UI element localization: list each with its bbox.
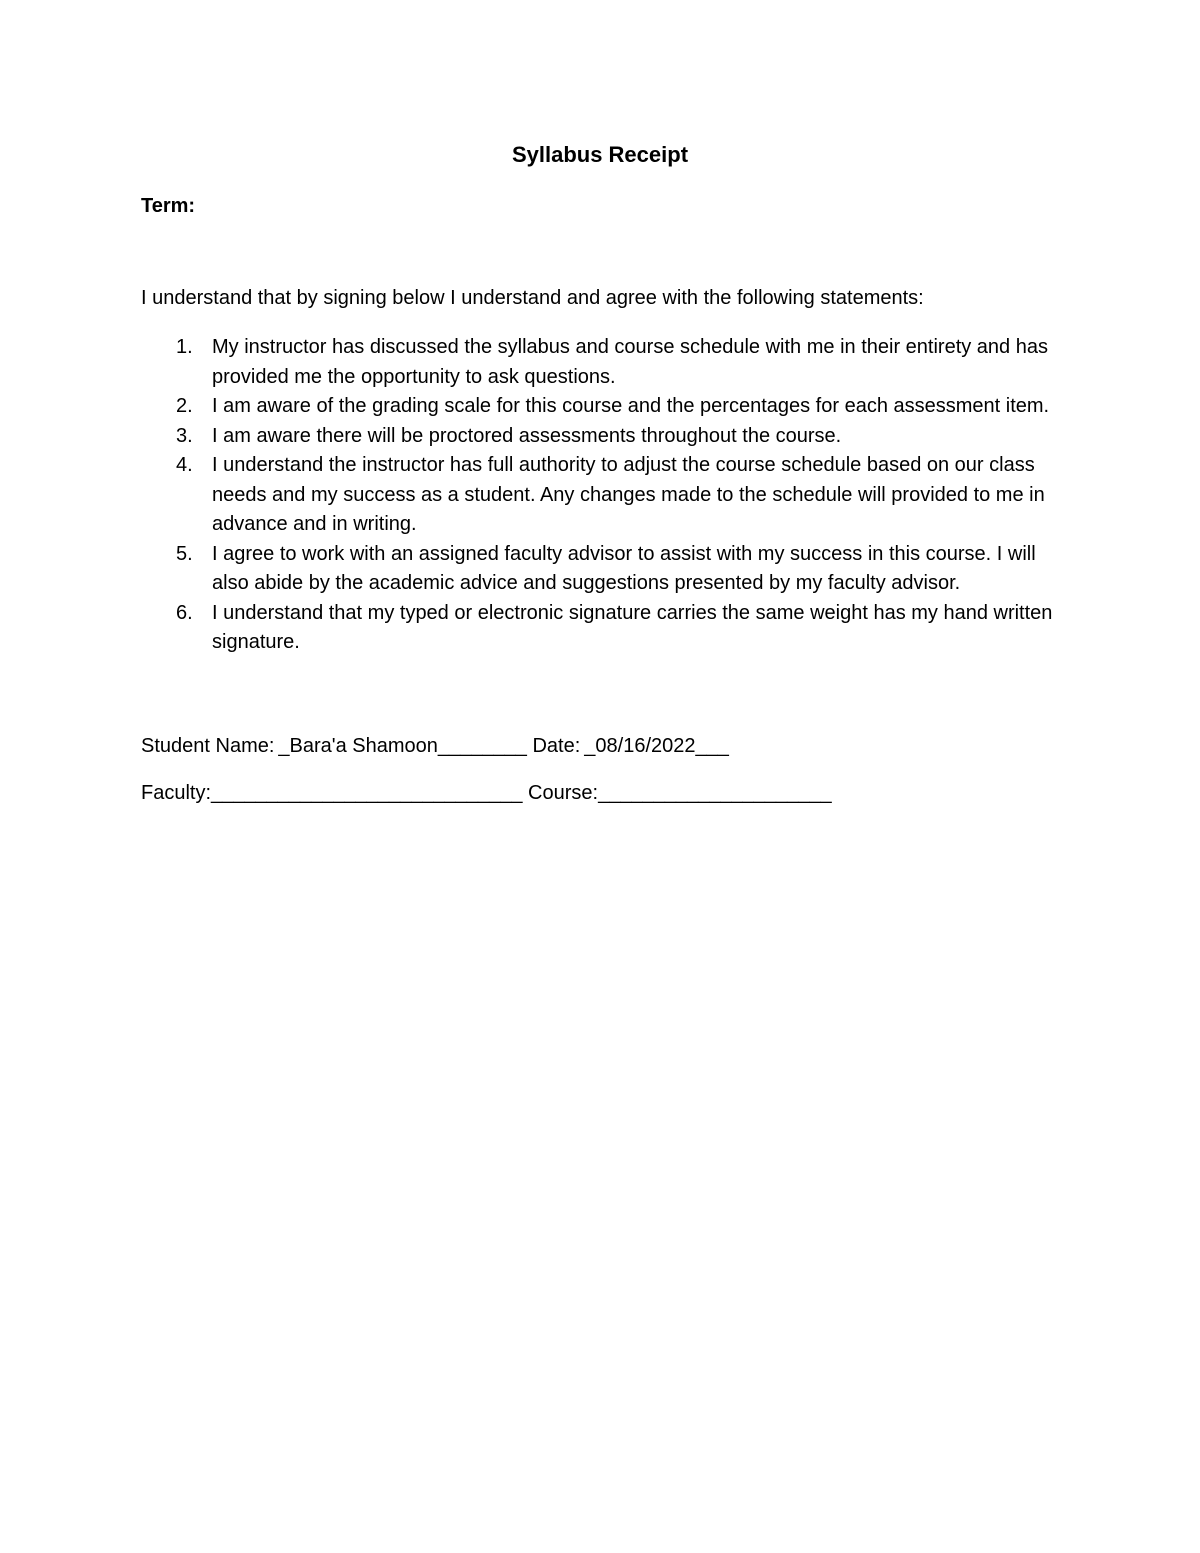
intro-statement: I understand that by signing below I understand and agree with the following statements: bbox=[141, 287, 924, 309]
statement-item-3 bbox=[141, 422, 1071, 452]
statement-item-2 bbox=[141, 392, 1071, 422]
date-value: _08/16/2022___ bbox=[584, 735, 729, 757]
faculty-signature-row bbox=[141, 779, 832, 807]
statement-text: My instructor has discussed the syllabus and course schedule with me in their entirety and has provided me the opportunity to ask questions. bbox=[212, 336, 1048, 388]
statement-number: 5. bbox=[176, 542, 193, 565]
statement-text: I understand the instructor has full authority to adjust the course schedule based on our class needs and my success as a student. Any changes made to the schedule will provided to me in advance and in writing. bbox=[212, 454, 1045, 535]
statement-item-5 bbox=[141, 540, 1071, 599]
statement-number: 2. bbox=[176, 395, 193, 417]
statement-text: I am aware of the grading scale for this course and the percentages for each assessment item. bbox=[212, 395, 1050, 417]
statement-number: 3. bbox=[176, 424, 193, 447]
faculty-label: Faculty: bbox=[141, 782, 212, 804]
student-signature-row bbox=[141, 732, 729, 760]
statements-list bbox=[141, 333, 1071, 658]
student-name-label: Student Name: bbox=[141, 735, 275, 757]
statement-item-4 bbox=[141, 451, 1071, 540]
student-name-value: _Bara'a Shamoon________ bbox=[278, 735, 527, 757]
statement-item-1 bbox=[141, 333, 1071, 392]
date-label: Date: bbox=[532, 735, 581, 757]
term-label: Term: bbox=[141, 195, 196, 217]
statement-text: I am aware there will be proctored assessments throughout the course. bbox=[212, 424, 842, 447]
course-label: Course: bbox=[528, 782, 599, 804]
statement-number: 4. bbox=[176, 454, 193, 476]
statement-text: I understand that my typed or electronic signature carries the same weight has my hand written signature. bbox=[212, 601, 1053, 653]
statement-number: 6. bbox=[176, 601, 193, 624]
faculty-value: ____________________________ bbox=[211, 782, 523, 804]
statement-number: 1. bbox=[176, 336, 193, 358]
statement-item-6 bbox=[141, 599, 1071, 658]
page-title: Syllabus Receipt bbox=[511, 142, 689, 167]
statement-text: I agree to work with an assigned faculty advisor to assist with my success in this course. I will also abide by the academic advice and suggestions presented by my faculty advisor. bbox=[212, 542, 1036, 594]
course-value: _____________________ bbox=[598, 782, 832, 804]
